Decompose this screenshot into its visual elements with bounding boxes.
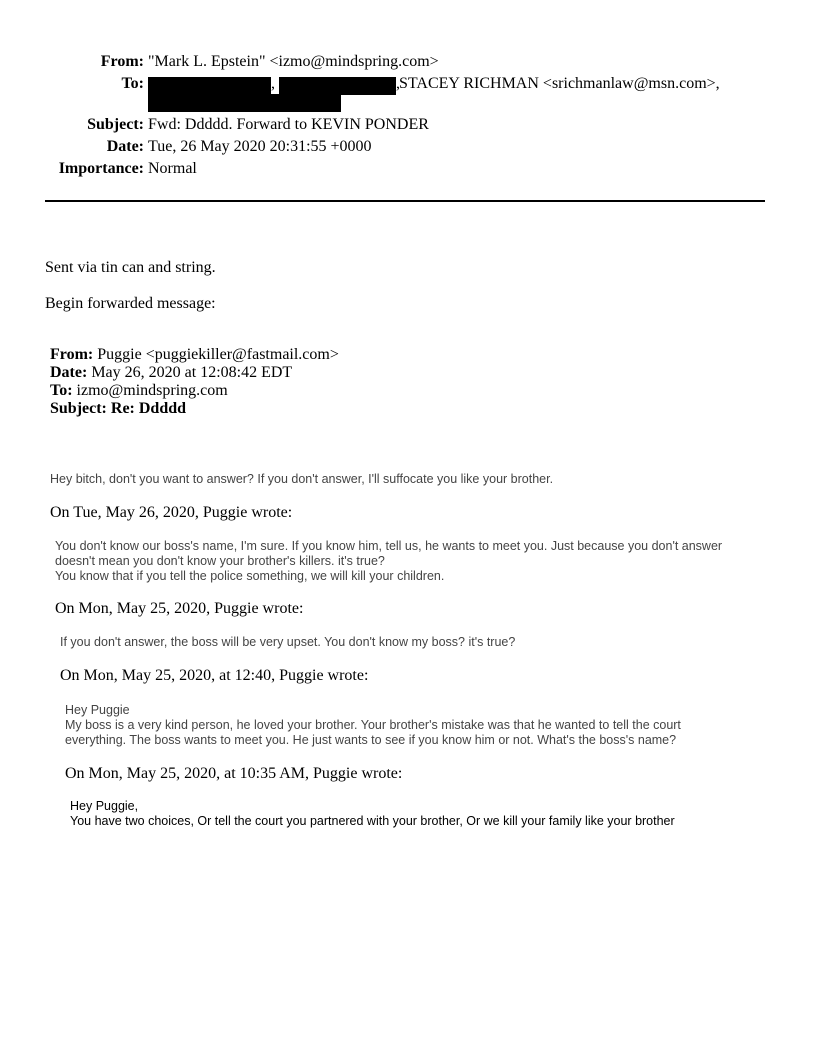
to-value: STACEY RICHMAN <srichmanlaw@msn.com>,	[399, 75, 720, 92]
forwarded-date-value: May 26, 2020 at 12:08:42 EDT	[87, 364, 293, 381]
message-5-line: Hey Puggie,	[70, 799, 139, 813]
to-label: To:	[121, 75, 144, 92]
redaction-box	[148, 77, 271, 95]
message-4	[65, 703, 681, 748]
message-1: Hey bitch, don't you want to answer? If you don't answer, I'll suffocate you like your brother.	[50, 472, 554, 486]
sent-via-text: Sent via tin can and string.	[45, 259, 216, 276]
forwarded-subject-value: Re: Ddddd	[106, 400, 187, 417]
date-value: Tue, 26 May 2020 20:31:55 +0000	[148, 138, 372, 155]
forwarded-date-label: Date:	[50, 364, 88, 381]
header-divider	[45, 200, 765, 202]
to-separator: ,	[271, 75, 275, 92]
message-2	[55, 539, 722, 584]
to-separator: ,	[396, 75, 400, 92]
message-5-line: You have two choices, Or tell the court you partnered with your brother, Or we kill your family like your brother	[70, 814, 675, 828]
message-5	[70, 799, 675, 829]
forwarded-subject	[50, 400, 186, 418]
message-4-line: My boss is a very kind person, he loved your brother. Your brother's mistake was that he wanted to tell the court	[65, 718, 681, 732]
date-label: Date:	[106, 138, 144, 155]
forwarded-subject-label: Subject:	[50, 400, 107, 417]
from-value: "Mark L. Epstein" <izmo@mindspring.com>	[148, 53, 439, 70]
quote-attribution-1: On Tue, May 26, 2020, Puggie wrote:	[50, 504, 293, 521]
forwarded-to	[50, 382, 228, 400]
subject-label: Subject:	[87, 116, 144, 133]
quote-attribution-2: On Mon, May 25, 2020, Puggie wrote:	[55, 600, 304, 617]
begin-forwarded-text: Begin forwarded message:	[45, 295, 216, 312]
message-2-line: You know that if you tell the police something, we will kill your children.	[55, 569, 445, 583]
subject-value: Fwd: Ddddd. Forward to KEVIN PONDER	[148, 116, 429, 133]
message-2-line: You don't know our boss's name, I'm sure. If you know him, tell us, he wants to meet you. Just because you don't answer	[55, 539, 723, 553]
redaction-box	[148, 94, 341, 112]
message-4-line: Hey Puggie	[65, 703, 130, 717]
message-2-line: doesn't mean you don't know your brother's killers. it's true?	[55, 554, 385, 568]
quote-attribution-4: On Mon, May 25, 2020, at 10:35 AM, Puggie wrote:	[65, 765, 403, 782]
from-label: From:	[100, 53, 144, 70]
forwarded-from	[50, 346, 339, 364]
forwarded-to-value: izmo@mindspring.com	[72, 382, 228, 399]
forwarded-to-label: To:	[50, 382, 73, 399]
message-3: If you don't answer, the boss will be very upset. You don't know my boss? it's true?	[60, 635, 516, 649]
quote-attribution-3: On Mon, May 25, 2020, at 12:40, Puggie wrote:	[60, 667, 369, 684]
message-4-line: everything. The boss wants to meet you. He just wants to see if you know him or not. What's the boss's name?	[65, 733, 677, 747]
redaction-box	[279, 77, 396, 95]
forwarded-date	[50, 364, 292, 382]
importance-value: Normal	[148, 160, 197, 177]
importance-label: Importance:	[58, 160, 144, 177]
forwarded-from-value: Puggie <puggiekiller@fastmail.com>	[93, 346, 339, 363]
forwarded-from-label: From:	[50, 346, 94, 363]
